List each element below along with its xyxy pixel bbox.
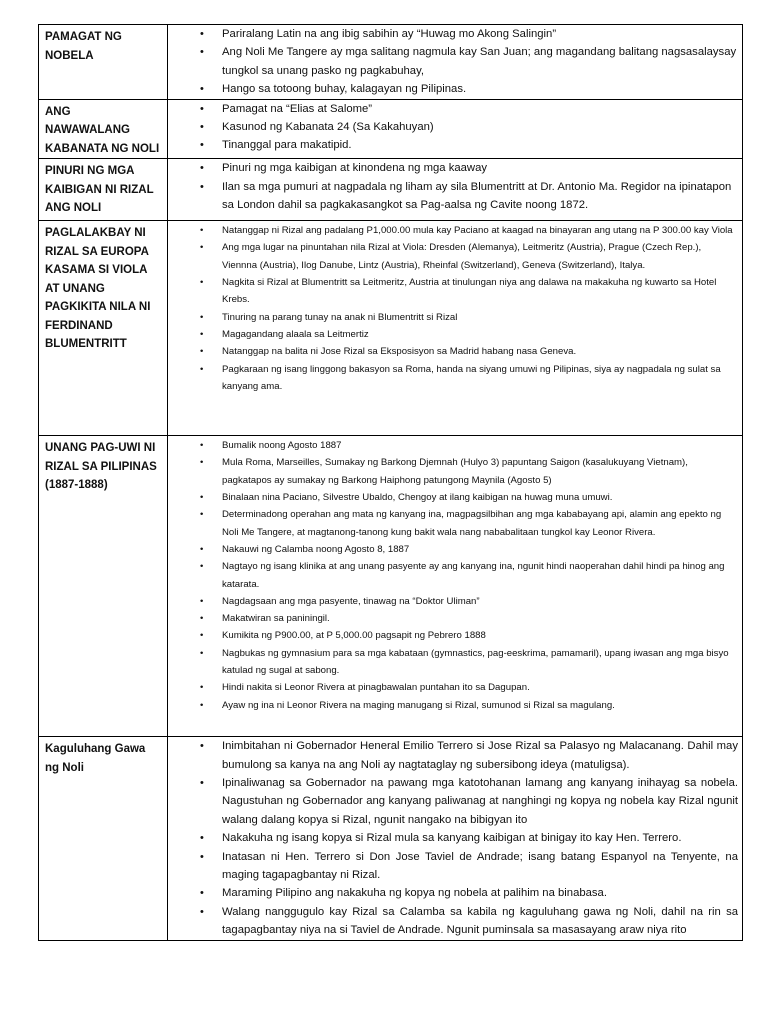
topic-line: PAGLALAKBAY NI xyxy=(45,227,146,240)
list-item xyxy=(168,593,738,610)
list-item xyxy=(168,43,738,80)
list-item xyxy=(168,437,738,454)
bullet-text: Ipinaliwanag sa Gobernador na pawang mga katotohanan lamang ang kanyang inihayag sa nobela. Nagustuhan ng Gobernador ang kanyang paliwanag at nanghingi ng kopya ng nobela kay Rizal ngunit walang dalang kopya si Rizal, ngunit nangako na bibigyan ito xyxy=(222,776,738,826)
bullet-icon: • xyxy=(200,328,204,340)
bullet-text: Tinanggal para makatipid. xyxy=(222,139,352,152)
list-item xyxy=(168,645,738,680)
bullet-icon: • xyxy=(200,630,204,642)
bullet-text: Ang mga lugar na pinuntahan nila Rizal at Viola: Dresden (Alemanya), Leitmeritz (Austria), Prague (Czech Rep.), Viennna (Austria), Ilog Danube, Lintz (Austria), Rheinfal (Switzerland), Geneva (Switzerland), Italya. xyxy=(222,242,702,271)
bullet-icon: • xyxy=(200,139,204,152)
bullet-icon: • xyxy=(200,776,204,789)
bullet-icon: • xyxy=(200,457,204,469)
topic-line: Kaguluhang Gawa xyxy=(45,743,146,756)
bullet-icon: • xyxy=(200,363,204,375)
bullet-text: Determinadong operahan ang mata ng kanyang ina, magpagsilbihan ang mga kababayang api, alamin ang epekto ng Noli Me Tangere, at magtanong-tanong kung bakit wala nang nababalitaan tungkol kay Leonor Rivera. xyxy=(222,509,722,538)
bullet-icon: • xyxy=(200,277,204,289)
content-cell xyxy=(168,737,743,941)
bullet-icon: • xyxy=(200,162,204,175)
list-item xyxy=(168,774,738,829)
bullet-text: Binalaan nina Paciano, Silvestre Ubaldo, Chengoy at ilang kaibigan na huwag muna umuwi. xyxy=(222,492,613,504)
bullet-text: Pagkaraan ng isang linggong bakasyon sa Roma, handa na siyang umuwi ng Pilipinas, siya ay nagpadala ng sulat sa kanyang ama. xyxy=(222,363,721,392)
bullet-icon: • xyxy=(200,887,204,900)
bullet-text: Ang Noli Me Tangere ay mga salitang nagmula kay San Juan; ang magandang balitang nagsasalaysay tungkol sa unang pasko ng pagkabuhay, xyxy=(222,46,737,77)
list-item xyxy=(168,884,738,902)
list-item xyxy=(168,274,738,309)
topic-line: UNANG PAG-UWI NI xyxy=(45,442,156,455)
bullet-text: Natanggap na balita ni Jose Rizal sa Eksposisyon sa Madrid habang nasa Geneva. xyxy=(222,346,577,358)
topic-line: KAIBIGAN NI RIZAL xyxy=(45,183,154,196)
table-row xyxy=(39,221,743,436)
bullet-text: Nagtayo ng isang klinika at ang unang pasyente ay ang kanyang ina, ngunit hindi naoperahan dahil hindi pa hinog ang katarata. xyxy=(222,561,725,590)
list-item xyxy=(168,159,738,177)
bullet-text: Tinuring na parang tunay na anak ni Blumentritt si Rizal xyxy=(222,311,458,323)
list-item xyxy=(168,239,738,274)
bullet-icon: • xyxy=(200,509,204,521)
list-item xyxy=(168,489,738,506)
topic-line: PAMAGAT NG xyxy=(45,31,122,43)
bullet-text: Bumalik noong Agosto 1887 xyxy=(222,440,342,452)
bullet-text: Natanggap ni Rizal ang padalang P1,000.00 mula kay Paciano at kaagad na binayaran ang utang na P 300.00 kay Viola xyxy=(222,225,733,237)
bullet-icon: • xyxy=(200,595,204,607)
topic-line: ng Noli xyxy=(45,761,84,774)
topic-line: RIZAL SA PILIPINAS xyxy=(45,460,157,473)
bullet-list xyxy=(168,221,738,395)
bullet-text: Kasunod ng Kabanata 24 (Sa Kakahuyan) xyxy=(222,121,434,134)
bullet-icon: • xyxy=(200,613,204,625)
topic-line: NOBELA xyxy=(45,49,94,62)
list-item xyxy=(168,361,738,396)
bullet-text: Nagbukas ng gymnasium para sa mga kabataan (gymnastics, pag-eeskrima, pamamaril), upang iwasan ang mga bisyo katulad ng sugal at sabong. xyxy=(222,647,729,676)
topic-cell xyxy=(39,25,168,100)
bullet-icon: • xyxy=(200,682,204,694)
list-item xyxy=(168,326,738,343)
list-item xyxy=(168,848,738,885)
list-item xyxy=(168,829,738,847)
notes-table xyxy=(38,24,743,941)
topic-line: PINURI NG MGA xyxy=(45,165,135,178)
list-item xyxy=(168,506,738,541)
list-item xyxy=(168,697,738,714)
bullet-text: Ayaw ng ina ni Leonor Rivera na maging manugang si Rizal, sumunod si Rizal sa magulang. xyxy=(222,699,615,711)
bullet-icon: • xyxy=(200,850,204,863)
content-cell xyxy=(168,436,743,737)
bullet-icon: • xyxy=(200,905,204,918)
list-item xyxy=(168,737,738,774)
bullet-icon: • xyxy=(200,242,204,254)
bullet-text: Inatasan ni Hen. Terrero si Don Jose Taviel de Andrade; isang batang Espanyol na Tenyente, na maging tagapagbantay ni Rizal. xyxy=(222,850,738,881)
content-cell xyxy=(168,159,743,221)
bullet-icon: • xyxy=(200,102,204,115)
list-item xyxy=(168,118,738,136)
bullet-icon: • xyxy=(200,121,204,134)
bullet-icon: • xyxy=(200,180,204,193)
topic-line: ANG NOLI xyxy=(45,202,102,215)
bullet-icon: • xyxy=(200,225,204,237)
bullet-icon: • xyxy=(200,28,204,40)
table-row xyxy=(39,737,743,941)
table-row xyxy=(39,99,743,159)
topic-line: FERDINAND xyxy=(45,319,113,332)
table-row xyxy=(39,25,743,100)
bullet-text: Makatwiran sa paniningil. xyxy=(222,613,330,625)
topic-cell xyxy=(39,221,168,436)
list-item xyxy=(168,136,738,154)
list-item xyxy=(168,343,738,360)
list-item xyxy=(168,25,738,43)
list-item xyxy=(168,903,738,940)
bullet-text: Hango sa totoong buhay, kalagayan ng Pilipinas. xyxy=(222,83,467,96)
topic-line: AT UNANG xyxy=(45,282,105,295)
table-body xyxy=(39,25,743,941)
topic-line: KABANATA NG NOLI xyxy=(45,142,160,155)
bullet-list xyxy=(168,25,738,99)
list-item xyxy=(168,100,738,118)
bullet-text: Pinuri ng mga kaibigan at kinondena ng mga kaaway xyxy=(222,162,488,175)
list-item xyxy=(168,309,738,326)
topic-line: PAGKIKITA NILA NI xyxy=(45,301,151,314)
bullet-text: Nakakuha ng isang kopya si Rizal mula sa kanyang kaibigan at binigay ito kay Hen. Terrero. xyxy=(222,832,682,845)
bullet-icon: • xyxy=(200,311,204,323)
topic-cell xyxy=(39,436,168,737)
bullet-text: Pariralang Latin na ang ibig sabihin ay “Huwag mo Akong Salingin” xyxy=(222,28,557,40)
bullet-text: Inimbitahan ni Gobernador Heneral Emilio Terrero si Jose Rizal sa Palasyo ng Malacanang. Dahil may bumulong sa kanya na ang Noli ay nagtataglay ng subersibong ideya (matuligsa). xyxy=(222,740,738,771)
topic-cell xyxy=(39,99,168,159)
bullet-text: Ilan sa mga pumuri at nagpadala ng liham ay sila Blumentritt at Dr. Antonio Ma. Regidor na ipinatapon sa London dahil sa pagkakasangkot sa Pag-aalsa ng Cavite noong 1872. xyxy=(222,180,732,211)
bullet-text: Nagkita si Rizal at Blumentritt sa Leitmeritz, Austria at tinulungan niya ang dalawa na makakuha ng kuwarto sa Hotel Krebs. xyxy=(222,277,717,306)
content-cell xyxy=(168,99,743,159)
bullet-icon: • xyxy=(200,699,204,711)
bullet-text: Nakauwi ng Calamba noong Agosto 8, 1887 xyxy=(222,543,410,555)
topic-line: BLUMENTRITT xyxy=(45,338,127,351)
bullet-text: Mula Roma, Marseilles, Sumakay ng Barkong Djemnah (Hulyo 3) papuntang Saigon (kasalukuyang Vietnam), pagkatapos ay sumakay ng Barkong Haiphong patungong Maynila (Agosto 5) xyxy=(222,457,688,486)
bullet-icon: • xyxy=(200,561,204,573)
content-cell xyxy=(168,25,743,100)
bullet-icon: • xyxy=(200,740,204,753)
bullet-list xyxy=(168,159,738,214)
bullet-icon: • xyxy=(200,832,204,845)
bullet-icon: • xyxy=(200,543,204,555)
list-item xyxy=(168,558,738,593)
topic-cell xyxy=(39,737,168,941)
bullet-list xyxy=(168,436,738,714)
topic-line: NAWAWALANG xyxy=(45,124,130,137)
table-row xyxy=(39,159,743,221)
bullet-icon: • xyxy=(200,647,204,659)
bullet-text: Walang nanggugulo kay Rizal sa Calamba sa kabila ng kaguluhang gawa ng Noli, dahil na rin sa tagapagbantay niya na si Taviel de Andrade. Ngunit puminsala sa masasayang araw niya rito xyxy=(222,905,738,937)
list-item xyxy=(168,454,738,489)
bullet-icon: • xyxy=(200,440,204,452)
bullet-text: Nagdagsaan ang mga pasyente, tinawag na “Doktor Uliman” xyxy=(222,595,480,607)
bullet-text: Magagandang alaala sa Leitmertiz xyxy=(222,328,369,340)
topic-cell xyxy=(39,159,168,221)
list-item xyxy=(168,679,738,696)
bullet-icon: • xyxy=(200,346,204,358)
bullet-text: Maraming Pilipino ang nakakuha ng kopya ng nobela at palihim na binabasa. xyxy=(222,887,607,900)
bullet-text: Pamagat na “Elias at Salome” xyxy=(222,102,373,115)
list-item xyxy=(168,610,738,627)
bullet-icon: • xyxy=(200,46,204,59)
topic-line: KASAMA SI VIOLA xyxy=(45,264,148,277)
bullet-text: Kumikita ng P900.00, at P 5,000.00 pagsapit ng Pebrero 1888 xyxy=(222,630,486,642)
bullet-list xyxy=(168,100,738,155)
topic-line: (1887-1888) xyxy=(45,479,108,492)
table-row xyxy=(39,436,743,737)
content-cell xyxy=(168,221,743,436)
bullet-text: Hindi nakita si Leonor Rivera at pinagbawalan puntahan ito sa Dagupan. xyxy=(222,682,530,694)
list-item xyxy=(168,80,738,98)
topic-line: ANG xyxy=(45,105,71,118)
bullet-list xyxy=(168,737,738,939)
topic-line: RIZAL SA EUROPA xyxy=(45,245,149,258)
bullet-icon: • xyxy=(200,83,204,96)
list-item xyxy=(168,627,738,644)
list-item xyxy=(168,541,738,558)
list-item xyxy=(168,222,738,239)
bullet-icon: • xyxy=(200,492,204,504)
list-item xyxy=(168,178,738,215)
